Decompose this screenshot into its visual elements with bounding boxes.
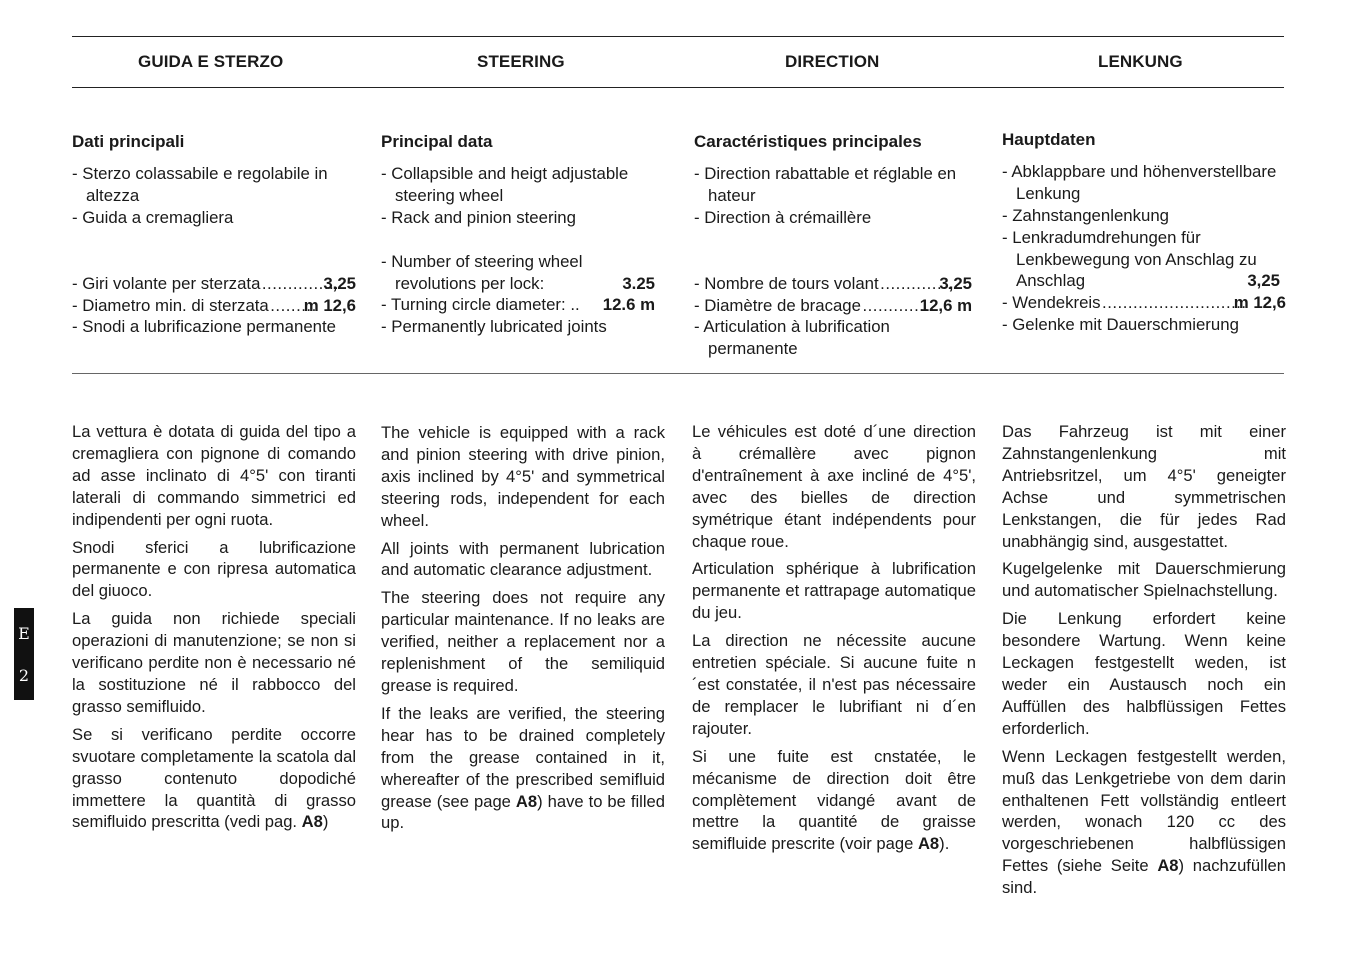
spec-item: - Wendekreis ..... m 12,6 [1002,292,1286,314]
body-paragraph: If the leaks are verified, the steering hear has to be drained completely from the grease contained in it, whereafter of the prescribed semifluid grease (see page A8) have to be filled up. [381,703,666,833]
feature-item: - Guida a cremagliera [72,207,234,227]
spec-value: 3,25 [1247,271,1280,291]
header-italian: GUIDA E STERZO [138,52,284,71]
body-paragraph: Kugelgelenke mit Dauerschmierung und automatischer Spielnachstellung. [1002,559,1286,601]
body-paragraph: La direction ne nécessite aucune entretien spéciale. Si aucune fuite n´est constatée, il n'est pas nécessaire de remplacer le lubrifiant ni d´en rajouter. [692,631,976,738]
body-column-italian [72,421,356,839]
data-column-french [694,131,978,360]
feature-item: - Lenkradumdrehungen für Lenkbewegung von Anschlag zu Anschlag 3,25 [1002,227,1280,291]
feature-item: - Direction à crémaillère [694,207,872,227]
section-side-tab [14,608,34,700]
spec-value: m 12,6 [303,295,356,315]
spec-item: - Nombre de tours volant ..... 3,25 [694,273,978,295]
side-tab-letter: E [18,623,30,643]
page-reference: A8 [515,791,538,811]
feature-item: - Collapsible and heigt adjustable steering wheel [381,163,629,205]
body-paragraph: Le véhicules est doté d´une direction à crémallère avec pignon d'entraînement à axe incliné de 4°5', avec des bielles de direction symétrique étant indépendents pour chaque roue. [692,422,976,551]
spec-item: - Snodi a lubrificazione permanente [72,317,336,337]
spec-item: - Number of steering wheel revolutions per lock: 3.25 [381,251,655,293]
feature-item: - Rack and pinion steering [381,207,576,227]
section-title: Dati principali [72,132,185,151]
spec-item: - Turning circle diameter: .. 12.6 m [381,295,655,315]
body-paragraph: Die Lenkung erfordert keine besondere Wartung. Wenn keine Leckagen festgestellt weden, ist weder ein Austausch noch ein Auffüllen des halbflüssigen Fettes erforderlich. [1002,609,1286,738]
header-bottom-rule [72,87,1284,88]
body-paragraph: La vettura è dotata di guida del tipo a cremagliera con pignone di comando ad asse inclinato di 4°5' con tiranti laterali di commando simmetrici ed indipendenti per ogni ruota. [72,422,356,529]
body-paragraph: Si une fuite est cnstatée, le mécanisme de direction doit être complètement vidangé avant de mettre la quantité de graisse semifluide prescrite (voir page A8). [692,746,976,854]
body-paragraph: All joints with permanent lubrication and automatic clearance adjustment. [381,538,665,580]
feature-item: - Direction rabattable et réglable en hateur [694,163,957,205]
spec-value: 12,6 m [919,295,972,315]
spec-item: - Permanently lubricated joints [381,317,607,337]
spec-value: m 12,6 [1233,293,1286,313]
data-column-italian [72,131,356,338]
side-tab-number: 2 [18,665,30,685]
page-reference: A8 [1157,856,1179,876]
body-paragraph: Snodi sferici a lubrificazione permanente e con ripresa automatica del giuoco. [72,537,356,601]
spec-value: 3.25 [622,273,655,293]
spec-item: - Diametro min. di sterzata ..... m 12,6 [72,295,356,317]
spec-item: - Gelenke mit Dauerschmierung [1002,315,1239,335]
top-rule [72,36,1284,37]
body-paragraph: Das Fahrzeug ist mit einer Zahnstangenlenkung mit Antriebsritzel, um 4°5' geneigter Achse und symmetrischen Lenkstangen, die für jedes Rad unabhängig sind, ausgestattet. [1002,422,1286,551]
feature-item: - Sterzo colassabile e regolabile in altezza [72,163,328,205]
body-column-german [1002,421,1286,905]
spec-item: - Articulation à lubrification permanente [694,317,890,359]
data-column-english [381,131,665,338]
body-paragraph: The steering does not require any particular maintenance. If no leaks are verified, neither a replacement nor a replenishment of the semiliquid grease is required. [381,588,665,695]
header-french: DIRECTION [785,52,880,71]
body-column-french [692,421,976,861]
spec-item: - Giri volante per sterzata ..... 3,25 [72,273,356,295]
header-english: STEERING [477,52,565,71]
section-title: Hauptdaten [1002,130,1096,149]
spec-item: - Diamètre de bracage ..... 12,6 m [694,295,978,317]
body-paragraph: The vehicle is equipped with a rack and pinion steering with drive pinion, axis inclined by 4°5' and symmetrical steering rods, independent for each wheel. [381,423,665,530]
spec-value: 3,25 [939,273,972,293]
section-title: Caractéristiques principales [694,132,922,151]
body-column-english [381,422,665,840]
header-german: LENKUNG [1098,52,1183,71]
page-reference: A8 [301,812,323,832]
body-paragraph: Wenn Leckagen festgestellt werden, muß das Lenkgetriebe von dem darin enthaltenen Fett vollständig entleert werden, wonach 120 cc des vorgeschriebenen halbflüssigen Fettes (siehe Seite A8) nachzufüllen sind. [1002,746,1286,898]
section-divider [72,373,1284,374]
section-title: Principal data [381,132,493,151]
body-paragraph: La guida non richiede speciali operazioni di manutenzione; se non si verificano perdite non è necessario né la sostituzione né il rabbocco del grasso semifluido. [72,609,356,716]
spec-value: 3,25 [323,273,356,293]
body-paragraph: Articulation sphérique à lubrification permanente et rattrapage automatique du jeu. [692,559,976,623]
data-column-german [1002,129,1286,336]
feature-item: - Zahnstangenlenkung [1002,205,1170,225]
feature-item: - Abklappbare und höhenverstellbare Lenkung [1002,161,1277,203]
body-paragraph: Se si verificano perdite occorre svuotare completamente la scatola dal grasso contenuto dopodiché immettere la quantità di grasso semifluido prescritta (vedi pag. A8) [72,724,356,832]
spec-value: 12.6 m [602,295,655,315]
page-reference: A8 [917,834,940,854]
